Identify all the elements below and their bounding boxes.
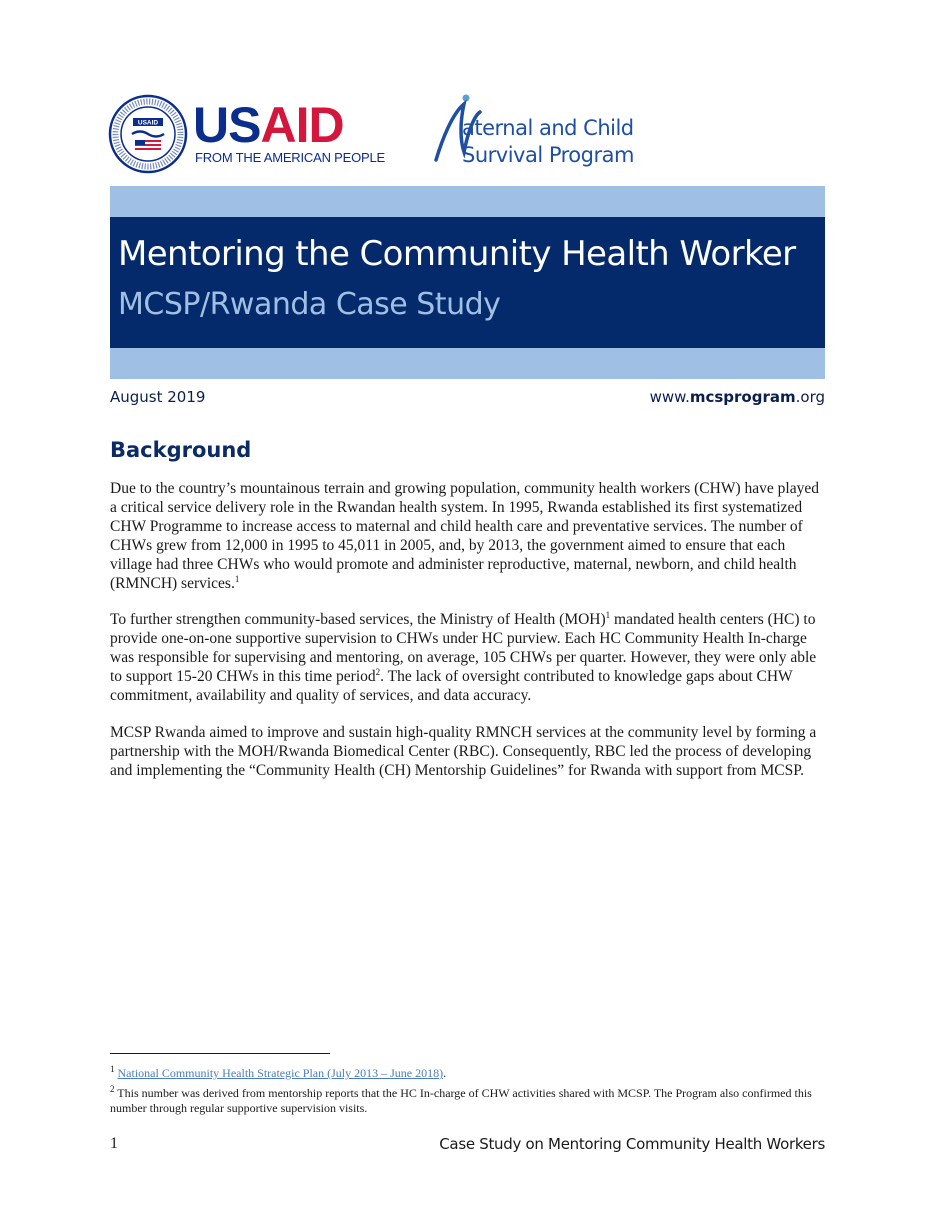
footnote-1-link[interactable]: National Community Health Strategic Plan (July 2013 – June 2018) xyxy=(117,1066,444,1080)
footnote-1: $^1$ National Community Health Strategic Plan (July 2013 – June 2018). xyxy=(110,1064,447,1080)
usaid-tagline: FROM THE AMERICAN PEOPLE xyxy=(195,150,385,165)
publication-date: August 2019 xyxy=(110,388,206,406)
usaid-wordmark: USAID xyxy=(193,97,344,153)
paragraph-1: Due to the country’s mountainous terrain and growing population, community health workers (CHW) have played a critical service delivery role in the Rwandan health system. In 1995, Rwanda established its first systematized CHW Programme to increase access to maternal and child health care and preventative services. The number of CHWs grew from 12,000 in 1995 to 45,011 in 2005, and, by 2013, the government aimed to ensure that each village had three CHWs who would promote and administer reproductive, maternal, newborn, and child health (RMNCH) services.$^1$ xyxy=(110,480,819,592)
document-subtitle: MCSP/Rwanda Case Study xyxy=(118,287,501,322)
usaid-seal-logo xyxy=(108,94,188,174)
page-number: 1 xyxy=(110,1135,118,1152)
paragraph-3: MCSP Rwanda aimed to improve and sustain high-quality RMNCH services at the community level by forming a partnership with the MOH/Rwanda Biomedical Center (RBC). Consequently, RBC led the process of developing and implementing the “Community Health (CH) Mentorship Guidelines” for Rwanda with support from MCSP. xyxy=(110,724,817,779)
footnote-2: $^2$ This number was derived from mentorship reports that the HC In-charge of CHW activities shared with MCSP. The Program also confirmed this number through regular supportive supervision visits. xyxy=(110,1084,812,1115)
banner-bottom-band xyxy=(110,348,825,379)
footnote-ref-2: 2 xyxy=(375,666,381,677)
website-link[interactable]: www.mcsprogram.org xyxy=(649,388,825,406)
footnote-divider xyxy=(110,1053,330,1054)
mcsp-name-line-2: Survival Program xyxy=(462,143,634,167)
footnote-ref-1: 1 xyxy=(234,573,240,584)
paragraph-2: To further strengthen community-based services, the Ministry of Health (MOH)$^1$ mandated health centers (HC) to provide one-on-one supportive supervision to CHWs under HC purview. Each HC Community Health In-charge was responsible for supervising and mentoring, on average, 105 CHWs per quarter. However, they were only able to support 15-20 CHWs in this time period$^2$. The lack of oversight contributed to knowledge gaps about CHW commitment, availability and quality of services, and data accuracy. xyxy=(110,609,817,704)
section-heading: Background xyxy=(110,438,252,462)
mcsp-name-line-1: aternal and Child xyxy=(462,116,634,140)
banner-top-band xyxy=(110,186,825,217)
document-title: Mentoring the Community Health Worker xyxy=(118,234,796,274)
svg-text:USAID: USAID xyxy=(137,119,159,127)
footnote-ref-1b: 1 xyxy=(605,609,611,620)
running-footer-title: Case Study on Mentoring Community Health Workers xyxy=(439,1135,825,1153)
